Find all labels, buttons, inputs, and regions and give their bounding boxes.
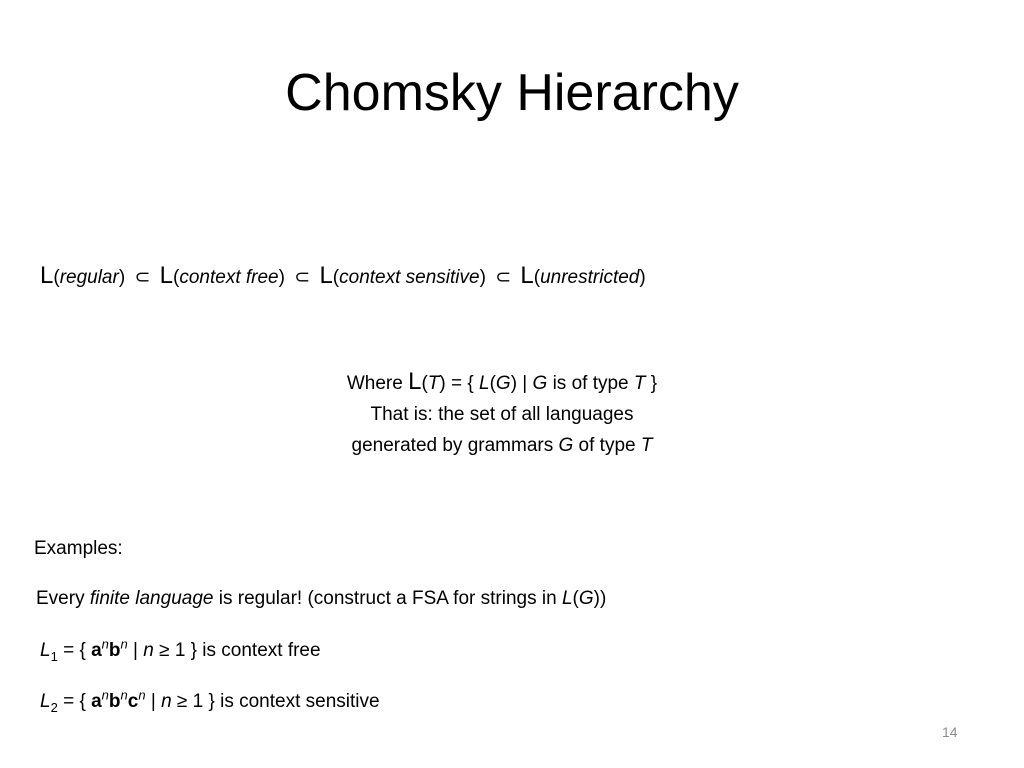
language-symbol: L: [159, 262, 174, 289]
slide-title: Chomsky Hierarchy: [285, 64, 739, 122]
subset-symbol: ⊂: [294, 267, 311, 288]
subset-symbol: ⊂: [495, 267, 512, 288]
slide-number: 14: [942, 724, 958, 740]
subset-symbol: ⊂: [134, 267, 151, 288]
hierarchy-statement: L(regular) ⊂ L(context free) ⊂ L(context sensitive) ⊂ L(unrestricted): [40, 262, 646, 289]
definition-line-3: generated by grammars G of type T: [351, 435, 653, 456]
language-symbol: L: [520, 262, 534, 289]
language-symbol: L: [319, 262, 333, 289]
examples-label: Examples:: [34, 538, 123, 559]
example-context-sensitive: $L_2$ = { $a^nb^nc^n$ | n ≥ 1 } is context sensitive: [40, 687, 380, 715]
class-unrestricted: unrestricted: [540, 267, 640, 288]
definition-block: [0, 366, 1004, 461]
language-symbol: L: [40, 262, 54, 289]
definition-line-1: Where L(T) = { L(G) | G is of type T }: [346, 368, 658, 395]
example-finite-language: Every finite language is regular! (construct a FSA for strings in L(G)): [36, 588, 607, 609]
class-context-sensitive: context sensitive: [339, 267, 480, 288]
class-context-free: context free: [179, 267, 279, 288]
definition-line-2: That is: the set of all languages: [370, 404, 634, 425]
class-regular: regular: [59, 267, 119, 288]
example-context-free: $L_1$ = { $a^nb^n$ | n ≥ 1 } is context free: [40, 636, 321, 664]
